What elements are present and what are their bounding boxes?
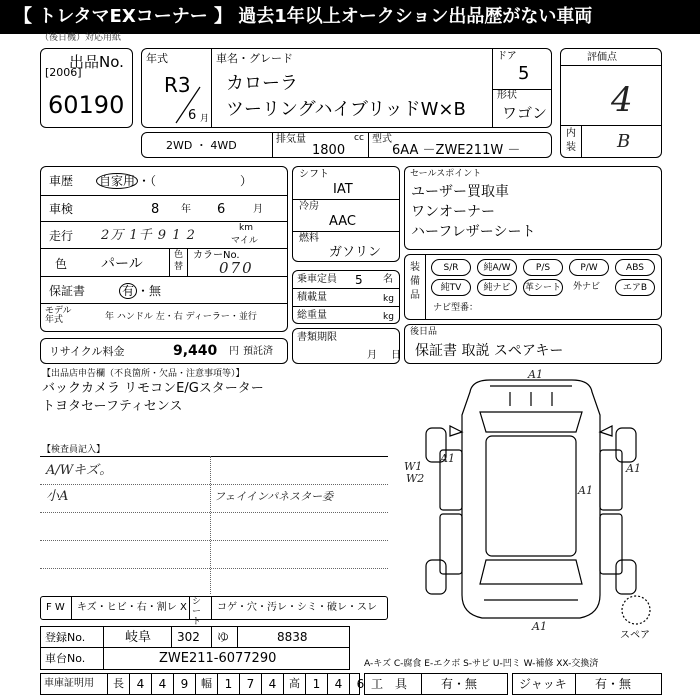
sales-point-2: ワンオーナー [411, 204, 495, 220]
mileage-unit-km: km [239, 223, 253, 233]
capacity-value: 5 [355, 273, 363, 287]
model-year-sub-label: モデル年式 [45, 306, 72, 326]
doors-label: ドア [497, 51, 517, 62]
gross-label: 総重量 [297, 310, 327, 321]
mileage-unit-mile: マイル [231, 236, 258, 246]
jack-value: 有・無 [595, 677, 632, 691]
car-grade: ツーリングハイブリッドW×B [226, 99, 466, 120]
inspection-month-unit: 月 [253, 204, 263, 215]
ac-value: AAC [329, 214, 356, 229]
seat-text: コゲ・穴・汚レ・シミ・破レ・スレ [217, 602, 377, 613]
inspector-note-1: A/Wキズ。 [46, 463, 113, 478]
sales-points-label: セールスポイント [410, 169, 482, 179]
docs-deadline-label: 書類期限 [297, 332, 337, 343]
tools-label: 工 具 [371, 677, 408, 691]
car-diagram [400, 368, 662, 641]
history-box [40, 166, 288, 332]
private-use-circled: 自家用 [96, 173, 138, 189]
equip-leather-seat: 革シート [523, 279, 563, 296]
equipment-label: 装備品 [410, 262, 420, 301]
garage-cert-digits [107, 674, 371, 694]
cert-digit: 1 [305, 674, 327, 694]
inspection-year-unit: 年 [181, 204, 191, 215]
interior-value: B [617, 131, 631, 152]
history-label: 車歴 [49, 174, 74, 188]
mark-left-front: W1 [404, 460, 423, 473]
mark-right-door: A1 [578, 484, 593, 497]
cert-digit: 1 [217, 674, 239, 694]
capacity-box [292, 270, 400, 324]
garage-cert-box [40, 673, 365, 695]
equip-genuine-nav: 純ナビ [477, 279, 517, 296]
cert-width-label: 幅 [195, 674, 217, 694]
load-unit: kg [383, 294, 394, 304]
color-change-label-2: 替 [174, 262, 184, 272]
inspector-note-3: フェイインパネスター委 [214, 490, 334, 503]
model-year-sub-fields: 年 ハンドル 左・右 ディーラー・並行 [105, 312, 257, 322]
cert-height-label: 高 [283, 674, 305, 694]
ac-label: 冷房 [299, 201, 319, 212]
fw-box [40, 596, 388, 627]
car-name: カローラ [226, 73, 298, 94]
model-year-month: 6 [188, 108, 197, 123]
equip-tv: 純TV [431, 279, 471, 296]
inspection-month: 6 [217, 202, 226, 217]
tools-value: 有・無 [441, 677, 478, 691]
sales-points-box [404, 166, 662, 250]
nav-model-label: ナビ型番： [433, 303, 479, 313]
equip-ps: P/S [523, 259, 563, 276]
equipment-box [404, 254, 662, 320]
cert-digit: 6 [349, 674, 371, 694]
recycle-value: 9,440 [173, 343, 218, 359]
after-items-value: 保証書 取説 スペアキー [415, 343, 564, 359]
displacement-unit: cc [354, 133, 364, 143]
cert-digit: 4 [261, 674, 283, 694]
equip-abs: ABS [615, 259, 655, 276]
remarks-line-2: トヨタセーフティセンス [42, 399, 183, 414]
damage-legend: A-キズ C-腐食 E-エクボ S-サビ U-凹ミ W-補修 XX-交換済 [364, 659, 599, 669]
warranty-label: 保証書 [49, 284, 86, 298]
fw-label: F W [46, 602, 65, 613]
lot-number: 60190 [48, 91, 125, 119]
after-items-label: 後日品 [410, 327, 438, 337]
recycle-note: 預託済 [243, 346, 273, 357]
registration-label: 登録No. [45, 631, 86, 644]
slash-icon [172, 85, 202, 125]
spec-box [141, 132, 552, 158]
equip-airbag: エアB [615, 279, 655, 296]
doors-value: 5 [518, 63, 530, 84]
remarks-label: 【出品店申告欄（不良箇所・欠品・注意事項等）】 [42, 369, 245, 379]
inspector-note-2: 小A [46, 489, 69, 504]
load-label: 積載量 [297, 292, 327, 303]
equip-pw: P/W [569, 259, 609, 276]
docs-deadline-month: 月 [367, 350, 377, 361]
interior-label-1: 内 [566, 128, 576, 139]
registration-kana: ゆ [217, 630, 230, 644]
car-name-label: 車名・グレード [216, 52, 293, 65]
model-code-value: 6AA －ZWE211W － [392, 143, 521, 158]
inspector-label: 【検査員記入】 [42, 445, 106, 455]
warranty-value [119, 285, 161, 297]
cert-digit: 9 [173, 674, 195, 694]
mark-left-door: A1 [440, 452, 455, 465]
cert-digit: 4 [151, 674, 173, 694]
registration-class: 302 [177, 630, 200, 644]
recycle-unit: 円 [229, 346, 239, 357]
equip-alloy-wheel: 純A/W [477, 259, 517, 276]
displacement-value: 1800 [312, 143, 346, 158]
registration-box [40, 626, 350, 670]
mark-rear: A1 [532, 620, 547, 633]
recycle-label: リサイクル料金 [49, 345, 125, 358]
tools-box [364, 673, 508, 695]
color-label: 色 [55, 257, 68, 271]
warranty-yes-circled: 有 [119, 283, 137, 299]
model-year-era: R3 [164, 73, 191, 97]
mark-front: A1 [528, 368, 543, 381]
chassis-label: 車台No. [45, 652, 86, 665]
cert-digit: 4 [327, 674, 349, 694]
model-year-label: 年式 [146, 52, 168, 65]
banner: 【 トレタマEXコーナー 】 過去1年以上オークション出品歴がない車両 [0, 0, 700, 34]
grade-label: 評価点 [587, 52, 617, 63]
cert-length-label: 長 [107, 674, 129, 694]
cert-digit: 7 [239, 674, 261, 694]
vehicle-box [141, 48, 552, 128]
shift-value: IAT [333, 182, 353, 197]
garage-cert-label: 車庫証明用 [44, 678, 94, 689]
chassis-value: ZWE211-6077290 [159, 651, 277, 666]
docs-deadline-box [292, 328, 400, 364]
cert-digit: 4 [129, 674, 151, 694]
displacement-label: 排気量 [276, 134, 306, 145]
mileage-label: 走行 [49, 229, 74, 243]
shift-box [292, 166, 400, 262]
color-change-label-1: 色 [174, 250, 184, 260]
inspection-year: 8 [151, 202, 160, 217]
spare-label: スペア [620, 630, 650, 641]
registration-place: 岐阜 [125, 630, 152, 645]
mileage-value: 2万 1千 9 1 2 [101, 228, 196, 243]
docs-deadline-day: 日 [391, 350, 401, 361]
color-value: パール [101, 256, 143, 272]
sales-point-3: ハーフレザーシート [411, 224, 536, 240]
equip-aftermarket-nav: 外ナビ [573, 282, 601, 292]
lot-label: 出品No. [69, 53, 124, 71]
model-year-month-suffix: 月 [200, 114, 210, 124]
gross-unit: kg [383, 312, 394, 322]
history-value: 自家用 ・（ ） [96, 175, 252, 187]
mark-left-w2: W2 [406, 472, 425, 485]
top-note: （後日機）対応用紙 [40, 33, 122, 43]
interior-label-2: 装 [566, 142, 576, 153]
color-no-label: カラーNo. [193, 250, 240, 261]
fuel-value: ガソリン [329, 245, 382, 260]
drive-type: 2WD ・ 4WD [166, 139, 237, 152]
capacity-unit: 名 [383, 274, 393, 285]
model-code-label: 型式 [372, 134, 392, 145]
registration-number: 8838 [277, 630, 308, 644]
fuel-label: 燃料 [299, 233, 319, 244]
jack-label: ジャッキ [519, 677, 567, 691]
sales-point-1: ユーザー買取車 [411, 184, 509, 200]
shift-label: シフト [299, 169, 329, 180]
capacity-label: 乗車定員 [297, 274, 337, 285]
grade-box [560, 48, 662, 158]
seat-label: シート [192, 597, 202, 627]
lot-box [40, 48, 133, 128]
remarks-line-1: バックカメラ リモコンE/Gスターター [42, 381, 264, 396]
after-items-box [404, 324, 662, 364]
recycle-box [40, 338, 288, 364]
mark-right-front: A1 [626, 462, 641, 475]
color-no-value: 070 [219, 259, 254, 277]
equip-sr: S/R [431, 259, 471, 276]
grade-value: 4 [611, 80, 633, 120]
lot-year: [2006] [45, 66, 82, 79]
jack-box [512, 673, 662, 695]
warranty-no: ・無 [137, 284, 162, 298]
shape-value: ワゴン [502, 104, 548, 122]
fw-text: キズ・ヒビ・右・割レ X [77, 602, 187, 613]
shape-label: 形状 [497, 90, 517, 101]
inspection-label: 車検 [49, 202, 74, 216]
